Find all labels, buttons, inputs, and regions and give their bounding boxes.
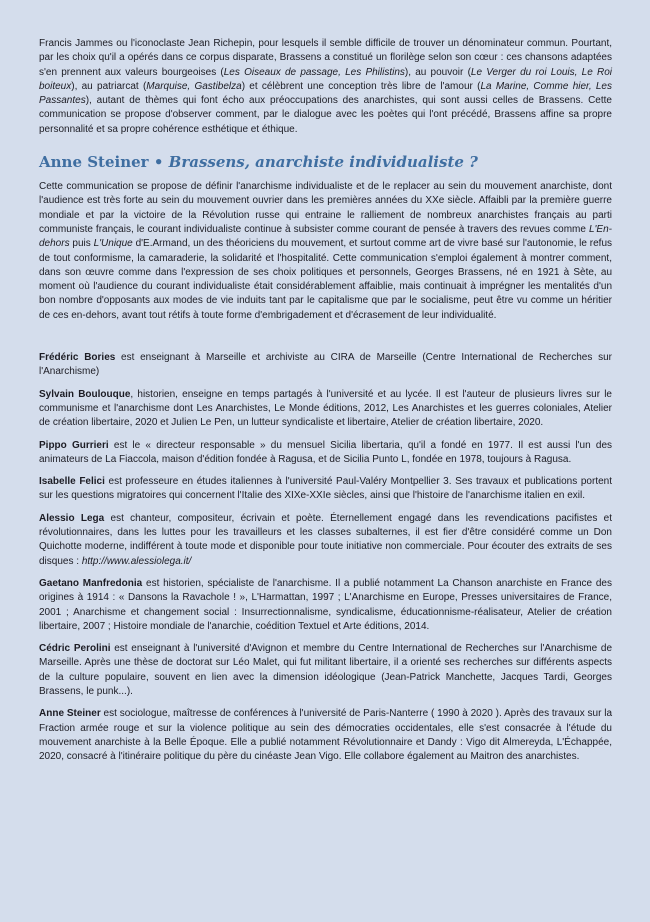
section-heading: [39, 153, 612, 171]
intro-text: Francis Jammes ou l'iconoclaste Jean Richepin, pour lesquels il semble difficile de trouver un dénominateur commun. Pourtant, par les choix qu'il a opérés dans ce corpus disparate, Brassens a constitué un florilège selon son cœur : ces chansons adaptées s'en prennent aux valeurs bourgeoises (: [39, 38, 612, 78]
bio-entry: [39, 388, 612, 431]
bio-text: est historien, spécialiste de l'anarchisme. Il a publié notamment La Chanson anarchiste en France des origines à 1914 : « Dansons la Ravachole ! », L'Harmattan, 1997 ; L'Anarchisme en Europe, Presses universitaires de France, 2001 ; Anarchisme et changement social : Insurrectionnalisme, syndicalisme, éducationnisme-réalisateur, Atelier de création libertaire, 2007 ; Histoire mondiale de l'anarchie, coédition Textuel et Arte éditions, 2014.: [39, 577, 612, 632]
bio-entry: [39, 351, 612, 380]
intro-text: ), au patriarcat (: [71, 80, 147, 92]
bio-text: est enseignant à l'université d'Avignon et membre du Centre International de Recherches sur l'Anarchisme de Marseille. Après une thèse de doctorat sur Léo Malet, qui fut militant libertaire, il a orienté ses recherches sur différents aspects de la culture populaire, souvent en lien avec la dimension idéologique (Jean-Patrick Manchette, Jacques Tardi, Georges Brassens, le punk...).: [39, 643, 612, 697]
bio-entry: [39, 475, 612, 504]
bio-name: Anne Steiner: [39, 708, 101, 720]
song-titles: Marquise, Gastibelza: [146, 80, 242, 92]
bio-entry: [39, 577, 612, 634]
song-titles: La Marine, Comme hier, Les Passantes: [39, 80, 612, 107]
bio-name: Sylvain Boulouque: [39, 388, 131, 400]
abstract-text: Cette communication se propose de définir l'anarchisme individualiste et de le replacer au sein du mouvement anarchiste, dont l'audience est très forte au sein du mouvement ouvrier dans les premières années du XXe siècle. Affaibli par la première guerre mondiale et par la victoire de la Révolution russe qui entraine le ralliement de nombreux anarchistes français au parti communiste français, le courant individualiste continue à subsister comme courant de pensée à travers des revues comme: [39, 181, 612, 235]
section-author: Anne Steiner: [39, 153, 149, 172]
journal-title: L'Unique: [93, 238, 133, 250]
bio-name: Frédéric Bories: [39, 352, 116, 364]
bio-entry: [39, 512, 612, 569]
bio-text: , historien, enseigne en temps partagés à l'université et au lycée. Il est l'auteur de plusieurs livres sur le communisme et l'anarchisme dont Les Anarchistes, Le Monde éditions, 2012, Les Anarchistes et les guerres coloniales, Atelier de création libertaire, 2020 et Julien Le Pen, un lutteur syndicaliste et libertaire, Atelier de création libertaire, 2020.: [39, 388, 612, 429]
bio-entry: [39, 642, 612, 699]
bio-entry: [39, 707, 612, 764]
bio-name: Alessio Lega: [39, 512, 105, 524]
abstract-text: d'E.Armand, un des théoriciens du mouvement, et surtout comme art de vivre basé sur l'autonomie, le refus de tout conformisme, la camaraderie, la solidarité et l'hospitalité. Cette communication s'emploi également à montrer comment, dans son œuvre comme dans l'expression de ses choix politiques et personnels, Georges Brassens, né en 1921 à Sète, au moment où l'audience du courant individualiste était considérablement affaiblie, mais continuait à imprégner les mentalités d'un bon nombre d'opposants aux modes de vie induits tant par le capitalisme que par le socialisme, peut être vu comme un héritier de ces en-dehors, avant tout rétifs à toute forme d'embrigadement et d'écrasement de leur individualité.: [39, 238, 613, 321]
abstract-paragraph: [39, 180, 612, 323]
bio-text: est le « directeur responsable » du mensuel Sicilia libertaria, qu'il a fondé en 1977. Il est aussi l'un des animateurs de La Fiaccola, maison d'édition fondée à Ragusa, et de Sicilia Punto L, fondée en 1978, toujours à Ragusa.: [39, 439, 613, 465]
intro-text: ), au pouvoir (: [404, 66, 471, 78]
bio-entry: [39, 439, 612, 468]
bullet-separator: •: [153, 153, 164, 172]
bio-text: est chanteur, compositeur, écrivain et poète. Éternellement engagé dans les revendications pacifistes et révolutionnaires, dans les luttes pour les travailleurs et les classes subalternes, il est fier d'être considéré comme un Don Quichotte moderne, indifférent à toute mode et disponible pour toute initiative non commerciale. Pour écouter des extraits de ses disques :: [39, 512, 612, 567]
bio-name: Pippo Gurrieri: [39, 439, 109, 451]
bio-text: est sociologue, maîtresse de conférences à l'université de Paris-Nanterre ( 1990 à 2020 ). Après des travaux sur la Fraction armée rouge et sur la violence politique au sein des démocraties occidentales, elle s'est consacrée à l'étude du mouvement anarchiste à la Belle Époque. Elle a publié notamment Révolutionnaire et Dandy : Vigo dit Almereyda, L'Échappée, 2020, consacré à l'itinéraire politique du père du cinéaste Jean Vigo. Elle collabore également au Maitron des anarchistes.: [39, 708, 612, 763]
intro-text: ) et célèbrent une conception très libre de l'amour (: [241, 80, 481, 92]
journal-title: L'En-dehors: [39, 223, 612, 250]
bio-name: Isabelle Felici: [39, 476, 105, 488]
website-link[interactable]: http://www.alessiolega.it/: [81, 555, 192, 567]
bio-name: Gaetano Manfredonia: [39, 577, 143, 589]
bio-text: est professeure en études italiennes à l'université Paul-Valéry Montpellier 3. Ses travaux et publications portent sur les questions migratoires qui concernent l'Italie des XIXe-XXIe siècles, ainsi que l'histoire de l'anarchisme italien en exil.: [39, 476, 613, 502]
intro-text: ), autant de thèmes qui font écho aux préoccupations des anarchistes, qui sont aussi celles de Brassens. Cette communication se propose d'observer comment, par le dialogue avec les poètes qui l'ont précédé, Brassens affine sa propre personnalité et sa propre cohérence esthétique et éthique.: [39, 95, 612, 135]
song-titles: Les Oiseaux de passage, Les Philistins: [223, 66, 405, 78]
intro-paragraph: [39, 37, 612, 137]
song-titles: Le Verger du roi Louis, Le Roi boiteux: [39, 66, 612, 92]
abstract-text: puis: [69, 238, 94, 250]
bio-text: est enseignant à Marseille et archiviste au CIRA de Marseille (Centre International de Recherches sur l'Anarchisme): [39, 352, 612, 378]
section-title: Brassens, anarchiste individualiste ?: [168, 153, 478, 172]
bio-name: Cédric Perolini: [39, 643, 111, 655]
